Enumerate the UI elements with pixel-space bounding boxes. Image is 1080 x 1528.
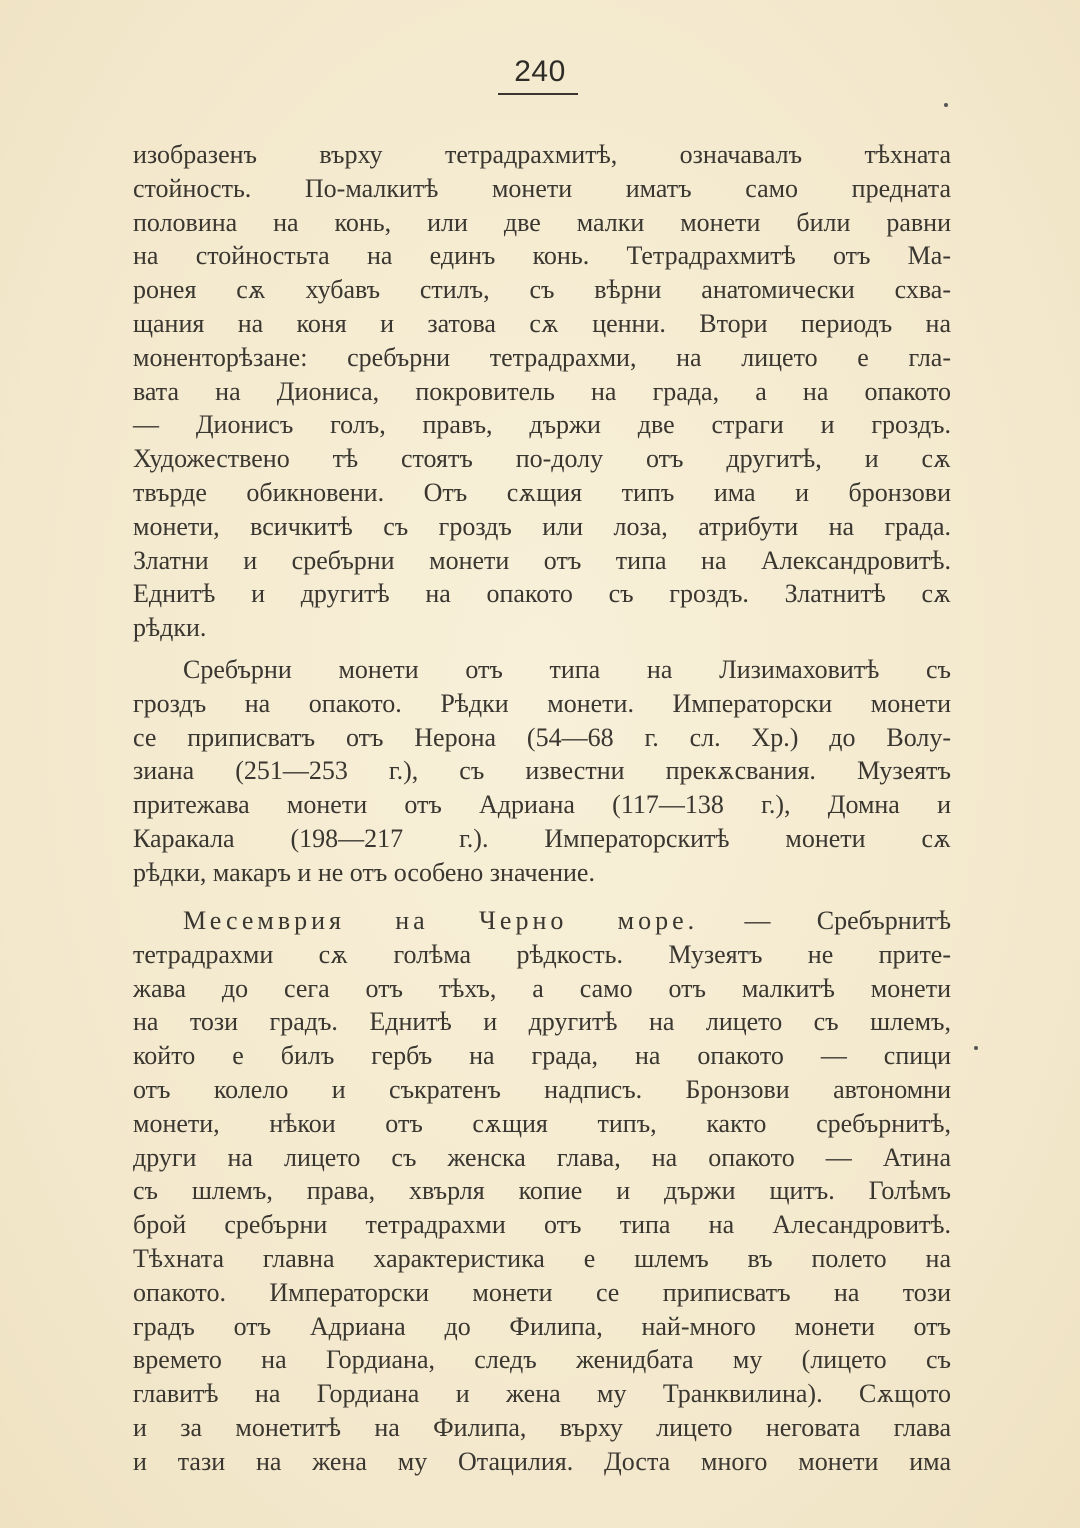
text-line: времето на Гордиана, следъ женидбата му (лицето съ xyxy=(133,1345,951,1375)
page-number: 240 xyxy=(514,55,566,88)
section-heading: Месемврия на Черно море. xyxy=(183,906,699,935)
text-line: и за монетитѣ на Филипа, върху лицето неговата глава xyxy=(133,1412,951,1442)
text-line: гроздъ на опакото. Рѣдки монети. Императорски монети xyxy=(133,688,951,718)
text-line: вата на Диониса, покровитель на града, а на опакото xyxy=(133,376,951,406)
text-line: тетрадрахми сѫ голѣма рѣдкость. Музеятъ не прите- xyxy=(133,939,951,969)
text-line: Сребърни монети отъ типа на Лизимаховитѣ съ xyxy=(183,655,951,684)
text-line: рѣдки, макаръ и не отъ особено значение. xyxy=(133,857,595,887)
text-fragment: — Сребърнитѣ xyxy=(744,906,952,935)
text-line: Художествено тѣ стоятъ по-долу отъ другитѣ, и сѫ xyxy=(133,444,951,474)
paper-speck xyxy=(974,1046,978,1050)
text-line: брой сребърни тетрадрахми отъ типа на Алесандровитѣ. xyxy=(133,1210,951,1240)
text-line: притежава монети отъ Адриана (117—138 г.), Домна и xyxy=(133,790,951,820)
text-line: жава до сега отъ тѣхъ, а само отъ малкитѣ монети xyxy=(133,973,951,1003)
text-line: на стойностьта на единъ конь. Тетрадрахмитѣ отъ Ма- xyxy=(133,241,951,271)
text-line xyxy=(133,904,951,938)
text-line: Тѣхната главна характеристика е шлемъ въ полето на xyxy=(133,1243,951,1273)
text-line: ронея сѫ хубавъ стилъ, съ вѣрни анатомически схва- xyxy=(133,275,951,305)
paragraph-3 xyxy=(133,904,951,1479)
text-line: половина на конь, или две малки монети били равни xyxy=(133,207,951,237)
text-line: Каракала (198—217 г.). Императорскитѣ монети сѫ xyxy=(133,823,951,853)
text-line: други на лицето съ женска глава, на опакото — Атина xyxy=(133,1142,951,1172)
page-number-underline xyxy=(498,93,578,95)
text-line: — Дионисъ голъ, правъ, държи две страги и гроздъ. xyxy=(133,410,951,440)
text-line: моненторѣзане: сребърни тетрадрахми, на лицето е гла- xyxy=(133,342,951,372)
text-line: се приписватъ отъ Нерона (54—68 г. сл. Хр.) до Волу- xyxy=(133,722,951,752)
paragraph-2 xyxy=(133,653,951,890)
paragraph-1 xyxy=(133,138,951,645)
text-line: монети, нѣкои отъ сѫщия типъ, както сребърнитѣ, xyxy=(133,1108,951,1138)
text-line: и тази на жена му Отацилия. Доста много монети има xyxy=(133,1446,951,1476)
text-line: отъ колело и съкратенъ надписъ. Бронзови автономни xyxy=(133,1074,951,1104)
text-line: Златни и сребърни монети отъ типа на Александровитѣ. xyxy=(133,545,951,575)
text-line: опакото. Императорски монети се приписватъ на този xyxy=(133,1277,951,1307)
text-line: изобразенъ върху тетрадрахмитѣ, означавалъ тѣхната xyxy=(133,140,951,169)
text-line: стойность. По-малкитѣ монети иматъ само предната xyxy=(133,173,951,203)
text-line: градъ отъ Адриана до Филипа, най-много монети отъ xyxy=(133,1311,951,1341)
paper-speck xyxy=(944,103,948,107)
text-line: щания на коня и затова сѫ ценни. Втори периодъ на xyxy=(133,308,951,338)
text-line: рѣдки. xyxy=(133,613,207,643)
text-line: зиана (251—253 г.), съ известни прекѫсвания. Музеятъ xyxy=(133,756,951,786)
text-line: на този градъ. Еднитѣ и другитѣ на лицето съ шлемъ, xyxy=(133,1007,951,1037)
text-line: Еднитѣ и другитѣ на опакото съ гроздъ. Златнитѣ сѫ xyxy=(133,579,951,609)
text-line: монети, всичкитѣ съ гроздъ или лоза, атрибути на града. xyxy=(133,511,951,541)
text-line: който е билъ гербъ на града, на опакото — спици xyxy=(133,1041,951,1071)
text-line: главитѣ на Гордиана и жена му Транквилина). Сѫщото xyxy=(133,1379,951,1409)
text-line: твърде обикновени. Отъ сѫщия типъ има и бронзови xyxy=(133,477,951,507)
text-line: съ шлемъ, права, хвърля копие и държи щитъ. Голѣмъ xyxy=(133,1176,951,1206)
